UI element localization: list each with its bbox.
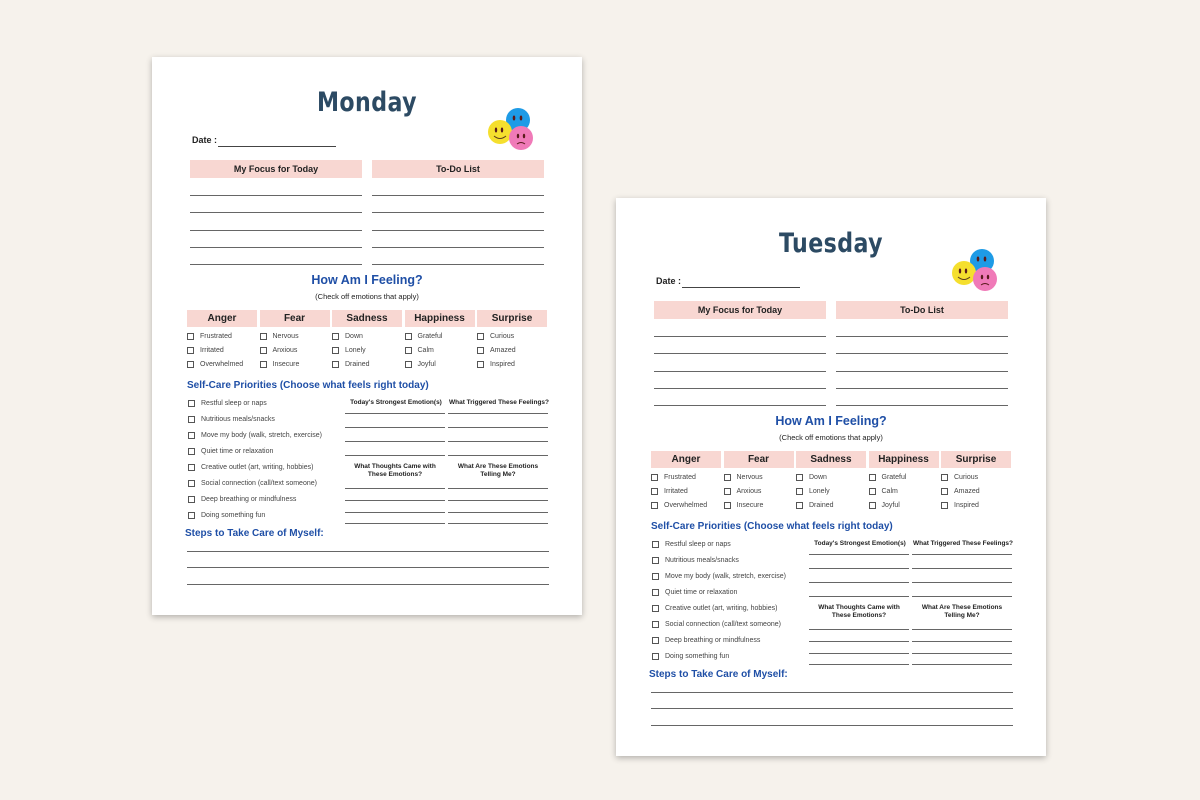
answer-line[interactable] (912, 582, 1012, 583)
focus-line[interactable] (190, 230, 362, 231)
emotion-header-happiness: Happiness (405, 310, 475, 327)
answer-line[interactable] (809, 629, 909, 630)
checkbox[interactable] (724, 488, 731, 495)
emotion-checkbox[interactable] (651, 502, 707, 509)
answer-line[interactable] (912, 664, 1012, 665)
selfcare-checkbox[interactable] (652, 589, 737, 596)
emotion-checkbox[interactable] (187, 347, 224, 354)
day-title: Tuesday (778, 228, 884, 259)
checkbox[interactable] (651, 502, 658, 509)
selfcare-checkbox[interactable] (652, 621, 781, 628)
feeling-subtitle: (Check off emotions that apply) (779, 433, 883, 442)
date-input-line[interactable] (682, 287, 800, 288)
checkbox[interactable] (188, 432, 195, 439)
focus-header: My Focus for Today (654, 301, 826, 319)
answer-line[interactable] (345, 413, 445, 414)
question-label: What Are These Emotions Telling Me? (921, 604, 1003, 619)
answer-line[interactable] (448, 455, 548, 456)
date-label: Date : (656, 276, 682, 286)
emotion-checkbox[interactable] (332, 361, 370, 368)
question-label: What Are These Emotions Telling Me? (457, 463, 539, 478)
checkbox-label: Inspired (954, 502, 979, 509)
checkbox-label: Drained (345, 361, 370, 368)
emotion-checkbox[interactable] (724, 502, 764, 509)
answer-line[interactable] (448, 413, 548, 414)
emoji-cluster-icon (952, 246, 1002, 294)
steps-title: Steps to Take Care of Myself: (649, 669, 788, 680)
checkbox[interactable] (651, 474, 658, 481)
feeling-title: How Am I Feeling? (775, 414, 887, 428)
emotion-checkbox[interactable] (260, 347, 298, 354)
emotion-checkbox[interactable] (260, 333, 299, 340)
steps-line[interactable] (651, 708, 1013, 709)
emotion-header-fear: Fear (260, 310, 330, 327)
answer-line[interactable] (448, 427, 548, 428)
day-title: Monday (316, 87, 418, 118)
emotion-header-sadness: Sadness (332, 310, 402, 327)
todo-line[interactable] (836, 371, 1008, 372)
checkbox-label: Insecure (736, 502, 764, 509)
focus-line[interactable] (654, 405, 826, 406)
checkbox[interactable] (941, 488, 948, 495)
checkbox[interactable] (652, 573, 659, 580)
checkbox-label: Calm (417, 347, 434, 354)
emotion-checkbox[interactable] (869, 502, 900, 509)
emotion-checkbox[interactable] (869, 474, 907, 481)
question-label: Today's Strongest Emotion(s) (350, 399, 442, 406)
answer-line[interactable] (345, 441, 445, 442)
checkbox[interactable] (405, 333, 412, 340)
checkbox[interactable] (188, 448, 195, 455)
checkbox[interactable] (188, 416, 195, 423)
answer-line[interactable] (345, 523, 445, 524)
answer-line[interactable] (809, 582, 909, 583)
selfcare-checkbox[interactable] (652, 557, 739, 564)
checkbox[interactable] (652, 589, 659, 596)
emotion-header-happiness: Happiness (869, 451, 939, 468)
checkbox[interactable] (188, 464, 195, 471)
checkbox-label: Joyful (417, 361, 436, 368)
checkbox[interactable] (796, 502, 803, 509)
answer-line[interactable] (345, 500, 445, 501)
answer-line[interactable] (448, 441, 548, 442)
checkbox[interactable] (869, 488, 876, 495)
question-label: What Thoughts Came with These Emotions? (354, 463, 436, 478)
emotion-checkbox[interactable] (187, 333, 232, 340)
answer-line[interactable] (345, 488, 445, 489)
checkbox-label: Grateful (881, 474, 907, 481)
answer-line[interactable] (912, 596, 1012, 597)
emotion-header-surprise: Surprise (941, 451, 1011, 468)
checkbox[interactable] (652, 621, 659, 628)
checkbox-label: Move my body (walk, stretch, exercise) (665, 573, 786, 580)
answer-line[interactable] (809, 568, 909, 569)
emoji-cluster-icon (488, 105, 538, 153)
checkbox[interactable] (652, 653, 659, 660)
emotion-checkbox[interactable] (869, 488, 898, 495)
answer-line[interactable] (912, 629, 1012, 630)
checkbox[interactable] (651, 488, 658, 495)
checkbox-label: Quiet time or relaxation (201, 448, 274, 455)
emotion-checkbox[interactable] (724, 488, 762, 495)
checkbox[interactable] (187, 347, 194, 354)
checkbox-label: Nervous (736, 474, 763, 481)
todo-line[interactable] (372, 264, 544, 265)
emotion-checkbox[interactable] (941, 488, 980, 495)
todo-line[interactable] (836, 405, 1008, 406)
checkbox[interactable] (477, 361, 484, 368)
answer-line[interactable] (912, 568, 1012, 569)
selfcare-checkbox[interactable] (188, 480, 317, 487)
checkbox[interactable] (869, 474, 876, 481)
checkbox[interactable] (477, 333, 484, 340)
answer-line[interactable] (809, 664, 909, 665)
feeling-subtitle: (Check off emotions that apply) (315, 292, 419, 301)
emotion-checkbox[interactable] (796, 474, 827, 481)
focus-line[interactable] (190, 212, 362, 213)
checkbox-label: Social connection (call/text someone) (201, 480, 317, 487)
selfcare-checkbox[interactable] (188, 432, 322, 439)
answer-line[interactable] (345, 427, 445, 428)
checkbox-label: Anxious (736, 488, 762, 495)
emotion-checkbox[interactable] (405, 361, 436, 368)
checkbox-label: Anxious (272, 347, 298, 354)
checkbox[interactable] (405, 347, 412, 354)
emotion-checkbox[interactable] (260, 361, 300, 368)
checkbox[interactable] (652, 557, 659, 564)
checkbox-label: Nervous (272, 333, 299, 340)
answer-line[interactable] (448, 523, 548, 524)
checkbox[interactable] (260, 361, 267, 368)
selfcare-checkbox[interactable] (188, 416, 275, 423)
checkbox[interactable] (187, 333, 194, 340)
selfcare-title: Self-Care Priorities (Choose what feels right today) (651, 521, 893, 532)
checkbox[interactable] (332, 361, 339, 368)
checkbox-label: Creative outlet (art, writing, hobbies) (665, 605, 778, 612)
emotion-checkbox[interactable] (332, 333, 363, 340)
todo-line[interactable] (372, 247, 544, 248)
focus-line[interactable] (190, 195, 362, 196)
emotion-checkbox[interactable] (477, 333, 514, 340)
checkbox-label: Irritated (200, 347, 224, 354)
checkbox-label: Lonely (345, 347, 366, 354)
checkbox-label: Down (809, 474, 827, 481)
monday-planner-page (152, 57, 582, 615)
emotion-header-surprise: Surprise (477, 310, 547, 327)
checkbox[interactable] (477, 347, 484, 354)
answer-line[interactable] (912, 641, 1012, 642)
question-label: What Triggered These Feelings? (912, 540, 1014, 547)
checkbox-label: Restful sleep or naps (201, 400, 267, 407)
answer-line[interactable] (912, 554, 1012, 555)
answer-line[interactable] (809, 596, 909, 597)
answer-line[interactable] (448, 500, 548, 501)
checkbox-label: Joyful (881, 502, 900, 509)
emotion-checkbox[interactable] (405, 333, 443, 340)
answer-line[interactable] (809, 653, 909, 654)
emotion-checkbox[interactable] (941, 474, 978, 481)
checkbox[interactable] (941, 474, 948, 481)
selfcare-checkbox[interactable] (652, 637, 760, 644)
checkbox[interactable] (260, 347, 267, 354)
checkbox-label: Nutritious meals/snacks (665, 557, 739, 564)
emotion-checkbox[interactable] (941, 502, 979, 509)
todo-line[interactable] (372, 195, 544, 196)
checkbox[interactable] (405, 361, 412, 368)
checkbox-label: Deep breathing or mindfulness (201, 496, 297, 503)
selfcare-checkbox[interactable] (652, 653, 729, 660)
checkbox-label: Calm (881, 488, 898, 495)
answer-line[interactable] (912, 653, 1012, 654)
checkbox-label: Amazed (490, 347, 516, 354)
todo-header: To-Do List (372, 160, 544, 178)
todo-line[interactable] (836, 388, 1008, 389)
todo-line[interactable] (372, 212, 544, 213)
focus-header: My Focus for Today (190, 160, 362, 178)
checkbox-label: Grateful (417, 333, 443, 340)
emotion-checkbox[interactable] (332, 347, 366, 354)
todo-header: To-Do List (836, 301, 1008, 319)
checkbox[interactable] (188, 512, 195, 519)
focus-line[interactable] (654, 371, 826, 372)
answer-line[interactable] (809, 641, 909, 642)
emotion-header-anger: Anger (187, 310, 257, 327)
checkbox-label: Frustrated (664, 474, 696, 481)
feeling-title: How Am I Feeling? (311, 273, 423, 287)
todo-line[interactable] (836, 353, 1008, 354)
checkbox-label: Lonely (809, 488, 830, 495)
checkbox-label: Down (345, 333, 363, 340)
checkbox[interactable] (652, 637, 659, 644)
checkbox-label: Inspired (490, 361, 515, 368)
answer-line[interactable] (448, 512, 548, 513)
checkbox-label: Quiet time or relaxation (665, 589, 738, 596)
checkbox-label: Irritated (664, 488, 688, 495)
todo-line[interactable] (836, 336, 1008, 337)
checkbox-label: Doing something fun (665, 653, 730, 660)
steps-line[interactable] (187, 584, 549, 585)
checkbox-label: Curious (490, 333, 515, 340)
focus-line[interactable] (190, 247, 362, 248)
checkbox-label: Overwhelmed (200, 361, 244, 368)
checkbox[interactable] (796, 474, 803, 481)
emotion-checkbox[interactable] (187, 361, 243, 368)
focus-line[interactable] (654, 353, 826, 354)
checkbox[interactable] (869, 502, 876, 509)
checkbox[interactable] (724, 474, 731, 481)
date-label: Date : (192, 135, 218, 145)
emotion-checkbox[interactable] (477, 347, 516, 354)
checkbox-label: Nutritious meals/snacks (201, 416, 275, 423)
steps-line[interactable] (187, 551, 549, 552)
checkbox[interactable] (724, 502, 731, 509)
emotion-header-fear: Fear (724, 451, 794, 468)
checkbox-label: Insecure (272, 361, 300, 368)
emotion-checkbox[interactable] (651, 474, 696, 481)
date-input-line[interactable] (218, 146, 336, 147)
emotion-checkbox[interactable] (651, 488, 688, 495)
emotion-checkbox[interactable] (796, 488, 830, 495)
answer-line[interactable] (448, 488, 548, 489)
answer-line[interactable] (809, 554, 909, 555)
todo-line[interactable] (372, 230, 544, 231)
selfcare-checkbox[interactable] (652, 605, 777, 612)
selfcare-title: Self-Care Priorities (Choose what feels right today) (187, 380, 429, 391)
selfcare-checkbox[interactable] (188, 496, 296, 503)
checkbox[interactable] (188, 400, 195, 407)
question-label: Today's Strongest Emotion(s) (814, 540, 906, 547)
checkbox[interactable] (260, 333, 267, 340)
checkbox-label: Doing something fun (201, 512, 266, 519)
selfcare-checkbox[interactable] (188, 400, 267, 407)
emotion-checkbox[interactable] (724, 474, 763, 481)
checkbox-label: Creative outlet (art, writing, hobbies) (201, 464, 314, 471)
checkbox-label: Move my body (walk, stretch, exercise) (201, 432, 322, 439)
emotion-header-sadness: Sadness (796, 451, 866, 468)
checkbox[interactable] (332, 347, 339, 354)
checkbox[interactable] (188, 480, 195, 487)
focus-line[interactable] (190, 264, 362, 265)
checkbox[interactable] (188, 496, 195, 503)
checkbox-label: Frustrated (200, 333, 232, 340)
checkbox-label: Overwhelmed (664, 502, 708, 509)
focus-line[interactable] (654, 388, 826, 389)
selfcare-checkbox[interactable] (188, 448, 273, 455)
tuesday-planner-page (616, 198, 1046, 756)
checkbox[interactable] (652, 605, 659, 612)
steps-title: Steps to Take Care of Myself: (185, 528, 324, 539)
checkbox[interactable] (941, 502, 948, 509)
answer-line[interactable] (345, 455, 445, 456)
selfcare-checkbox[interactable] (188, 464, 313, 471)
emotion-checkbox[interactable] (796, 502, 834, 509)
selfcare-checkbox[interactable] (188, 512, 265, 519)
checkbox[interactable] (187, 361, 194, 368)
emotion-checkbox[interactable] (405, 347, 434, 354)
steps-line[interactable] (651, 725, 1013, 726)
checkbox-label: Social connection (call/text someone) (665, 621, 781, 628)
focus-line[interactable] (654, 336, 826, 337)
selfcare-checkbox[interactable] (652, 541, 731, 548)
checkbox-label: Restful sleep or naps (665, 541, 731, 548)
checkbox-label: Curious (954, 474, 979, 481)
selfcare-checkbox[interactable] (652, 573, 786, 580)
answer-line[interactable] (345, 512, 445, 513)
emotion-header-anger: Anger (651, 451, 721, 468)
checkbox[interactable] (332, 333, 339, 340)
checkbox[interactable] (796, 488, 803, 495)
checkbox-label: Drained (809, 502, 834, 509)
question-label: What Thoughts Came with These Emotions? (818, 604, 900, 619)
checkbox-label: Amazed (954, 488, 980, 495)
question-label: What Triggered These Feelings? (448, 399, 550, 406)
checkbox-label: Deep breathing or mindfulness (665, 637, 761, 644)
emotion-checkbox[interactable] (477, 361, 515, 368)
checkbox[interactable] (652, 541, 659, 548)
steps-line[interactable] (187, 567, 549, 568)
steps-line[interactable] (651, 692, 1013, 693)
